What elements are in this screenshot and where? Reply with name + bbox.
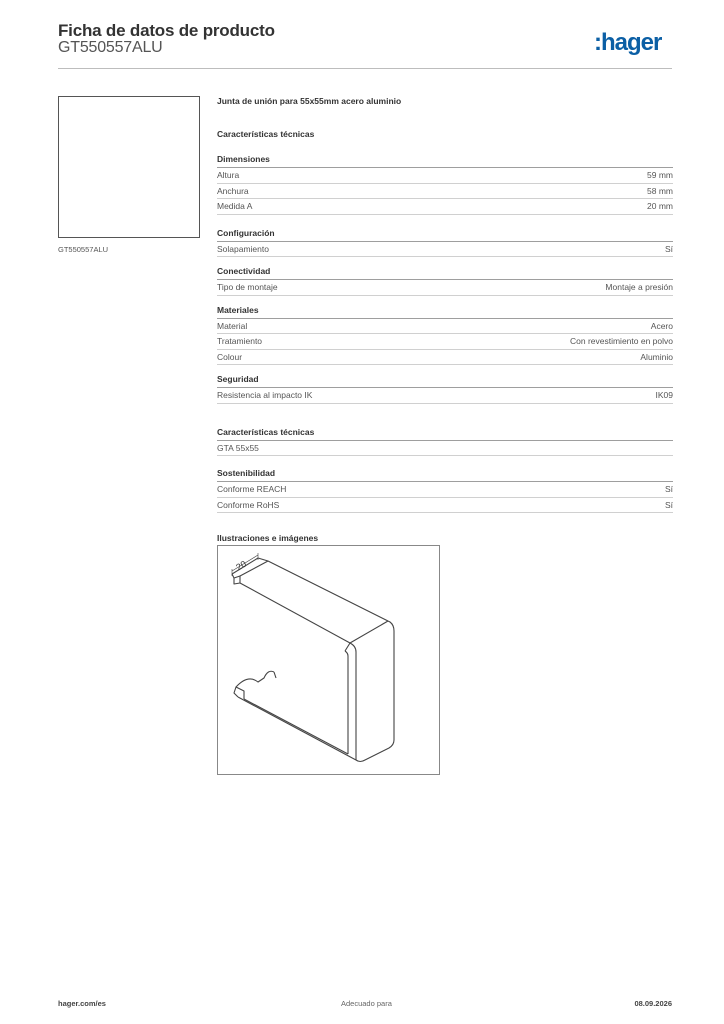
group-title: Materiales	[217, 305, 673, 319]
group-title: Dimensiones	[217, 154, 673, 168]
spec-row	[217, 388, 673, 404]
spec-value: Aluminio	[640, 351, 673, 362]
footer-website[interactable]: hager.com/es	[58, 999, 106, 1008]
spec-value: Con revestimiento en polvo	[569, 336, 673, 346]
group-sostenibilidad	[217, 468, 673, 513]
footer-date: 08.09.2026	[634, 999, 672, 1008]
spec-row	[217, 168, 673, 184]
spec-label: Tratamiento	[217, 336, 263, 346]
tech-section-heading: Características técnicas	[217, 129, 315, 139]
spec-row	[217, 334, 673, 350]
spec-label: Anchura	[217, 185, 249, 196]
thumbnail-caption: GT550557ALU	[58, 245, 109, 254]
spec-row	[217, 199, 673, 215]
header-divider	[58, 68, 672, 69]
spec-value: 58 mm	[647, 185, 673, 196]
spec-label: Material	[217, 320, 248, 331]
footer-suitable-for: Adecuado para	[341, 999, 392, 1008]
group-dimensiones	[217, 154, 673, 215]
document-title: Ficha de datos de producto	[58, 21, 275, 40]
spec-row	[217, 184, 673, 200]
spec-label: Solapamiento	[217, 243, 269, 254]
spec-label: Colour	[217, 351, 243, 362]
spec-value: IK09	[655, 390, 673, 400]
spec-row	[217, 280, 673, 296]
joint-drawing	[218, 546, 439, 774]
spec-value: Montaje a presión	[605, 282, 673, 292]
spec-value: Acero	[650, 320, 673, 331]
spec-row	[217, 319, 673, 335]
spec-label: Medida A	[217, 201, 253, 211]
spec-value: 20 mm	[647, 201, 673, 211]
spec-label: Conforme REACH	[217, 484, 287, 494]
group-title: Sostenibilidad	[217, 468, 673, 482]
technical-drawing	[217, 545, 440, 775]
group-configuracion	[217, 228, 673, 258]
illustrations-heading: Ilustraciones e imágenes	[217, 533, 319, 543]
spec-label: Altura	[217, 170, 240, 180]
spec-column	[217, 96, 673, 544]
hager-logo-text: :hager	[594, 29, 662, 56]
spec-value: Sí	[664, 243, 673, 254]
spec-row	[217, 242, 673, 258]
spec-row	[217, 441, 673, 457]
product-description: Junta de unión para 55x55mm acero aluminio	[217, 96, 402, 106]
dimension-label: 20	[234, 558, 249, 573]
spec-label: Resistencia al impacto IK	[217, 390, 313, 400]
spec-label: Conforme RoHS	[217, 499, 280, 510]
spec-row	[217, 350, 673, 366]
spec-value: 59 mm	[647, 170, 673, 180]
group-title: Seguridad	[217, 374, 673, 388]
group-title: Configuración	[217, 228, 673, 242]
spec-value: Sí	[664, 484, 673, 494]
group-seguridad	[217, 374, 673, 404]
group-tech-accessories	[217, 427, 673, 457]
spec-value: Sí	[664, 499, 673, 510]
group-title: Características técnicas	[217, 427, 673, 441]
group-conectividad	[217, 266, 673, 296]
group-materiales	[217, 305, 673, 366]
spec-label: GTA 55x55	[217, 442, 259, 453]
spec-row	[217, 482, 673, 498]
product-code: GT550557ALU	[58, 39, 163, 56]
product-thumbnail	[58, 96, 200, 238]
spec-label: Tipo de montaje	[217, 282, 278, 292]
group-title: Conectividad	[217, 266, 673, 280]
spec-row	[217, 498, 673, 514]
hager-logo	[594, 28, 674, 58]
